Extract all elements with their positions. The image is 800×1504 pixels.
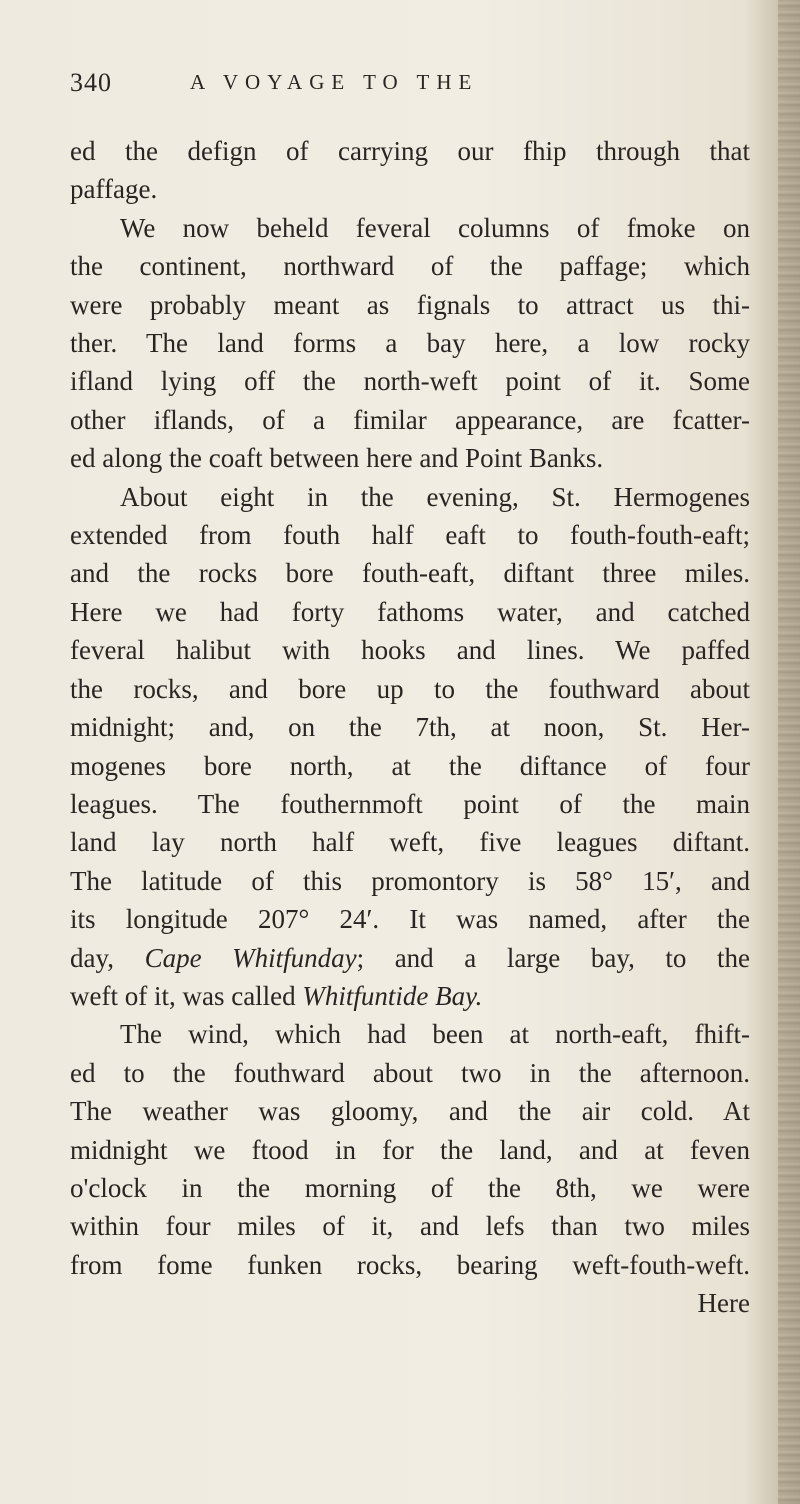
place-name-italic: Cape Whitfunday [144,942,357,973]
text-line: o'clock in the morning of the 8th, we were [70,1172,750,1203]
text-fragment: day, [70,942,145,973]
text-fragment: weft of it, was called [70,980,303,1011]
text-line: extended from fouth half eaft to fouth-fouth-eaft; [70,520,750,551]
text-line: About eight in the evening, St. Hermogenes [120,481,750,512]
text-line: within four miles of it, and lefs than two miles [70,1211,750,1242]
text-line: its longitude 207° 24′. It was named, after the [70,904,750,935]
text-line: leagues. The fouthernmoft point of the main [70,788,750,819]
text-line: ed to the fouthward about two in the afternoon. [70,1057,750,1088]
text-line: midnight; and, on the 7th, at noon, St. Her- [70,712,750,743]
text-line [70,939,750,977]
text-line: ed the defign of carrying our fhip through that [70,136,750,166]
text-line: ifland lying off the north-weft point of it. Some [70,366,750,397]
text-line: paffage. [70,174,158,205]
text-line: and the rocks bore fouth-eaft, diftant three miles. [70,558,750,589]
place-name-italic: Whitfuntide Bay. [302,980,483,1011]
text-line: We now beheld feveral columns of fmoke on [120,212,750,243]
catchword: Here [697,1288,750,1319]
text-line: The latitude of this promontory is 58° 15′, and [70,865,750,896]
text-line: The wind, which had been at north-eaft, fhift- [120,1019,750,1050]
text-line: the rocks, and bore up to the fouthward about [70,673,750,704]
page-header [50,68,750,108]
text-line: from fome funken rocks, bearing weft-fouth-weft. [70,1249,750,1280]
text-line: other iflands, of a fimilar appearance, are fcatter- [70,404,750,435]
text-line: the continent, northward of the paffage; which [70,251,750,282]
text-line: land lay north half weft, five leagues diftant. [70,827,750,858]
text-line: ed along the coaft between here and Point Banks. [70,443,604,474]
text-line: mogenes bore north, at the diftance of four [70,750,750,781]
body-text [70,132,750,1323]
text-line [70,977,750,1015]
text-line: The weather was gloomy, and the air cold. At [70,1096,750,1127]
text-line: feveral halibut with hooks and lines. We paffed [70,635,750,666]
text-line: midnight we ftood in for the land, and at feven [70,1134,750,1165]
page-number: 340 [70,68,112,97]
text-fragment: ; and a large bay, to the [356,942,750,973]
page-edge [778,0,800,1504]
text-line: Here we had forty fathoms water, and catched [70,596,750,627]
text-line: were probably meant as fignals to attract us thi- [70,289,750,320]
text-line: ther. The land forms a bay here, a low rocky [70,328,750,359]
running-title: A VOYAGE TO THE [190,70,479,94]
